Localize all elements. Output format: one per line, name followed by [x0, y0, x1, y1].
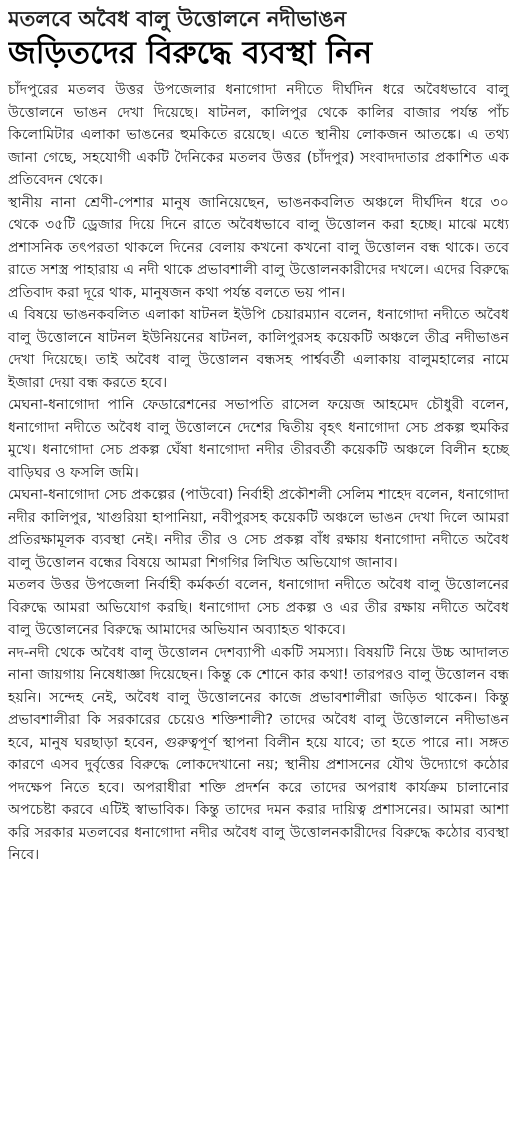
- article-paragraph: এ বিষয়ে ভাঙনকবলিত এলাকা ষাটনল ইউপি চেয়ারম্যান বলেন, ধনাগোদা নদীতে অবৈধ বালু উত্তোলনে ষাটনল ইউনিয়নের ষাটনল, কালিপুরসহ কয়েকটি অঞ্চলে তীব্র নদীভাঙন দেখা দিয়েছে। তাই অবৈধ বালু উত্তোলন বন্ধসহ পার্শ্ববর্তী এলাকায় বালুমহালের নামে ইজারা দেয়া বন্ধ করতে হবে।: [8, 307, 509, 391]
- article-paragraph: স্থানীয় নানা শ্রেণী-পেশার মানুষ জানিয়েছেন, ভাঙনকবলিত অঞ্চলে দীর্ঘদিন ধরে ৩০ থেকে ৩৫টি ড্রেজার দিয়ে দিনে রাতে অবৈধভাবে বালু উত্তোলন করা হচ্ছে। মাঝে মধ্যে প্রশাসনিক তৎপরতা থাকলে দিনের বেলায় কখনো কখনো বালু উত্তোলন বন্ধ থাকে। তবে রাতে সশস্ত্র পাহারায় এ নদী থাকে প্রভাবশালী বালু উত্তোলনকারীদের দখলে। এদের বিরুদ্ধে প্রতিবাদ করা দূরে থাক, মানুষজন কথা পর্যন্ত বলতে ভয় পান।: [8, 194, 509, 301]
- article-paragraph: মেঘনা-ধনাগোদা পানি ফেডারেশনের সভাপতি রাসেল ফয়েজ আহমেদ চৌধুরী বলেন, ধনাগোদা নদীতে অবৈধ বালু উত্তোলনে দেশের দ্বিতীয় বৃহৎ ধনাগোদা সেচ প্রকল্প হুমকির মুখে। ধনাগোদা সেচ প্রকল্প ঘেঁষা ধনাগোদা নদীর তীরবর্তী কয়েকটি অঞ্চলে বিলীন হচ্ছে বাড়িঘর ও ফসলি জমি।: [8, 397, 509, 481]
- article-paragraph: মতলব উত্তর উপজেলা নির্বাহী কর্মকর্তা বলেন, ধনাগোদা নদীতে অবৈধ বালু উত্তোলনের বিরুদ্ধে আমরা অভিযোগ করছি। ধনাগোদা সেচ প্রকল্প ও এর তীর রক্ষায় নদীতে অবৈধ বালু উত্তোলনের বিরুদ্ধে আমাদের অভিযান অব্যাহত থাকবে।: [8, 577, 509, 638]
- article-paragraph: নদ-নদী থেকে অবৈধ বালু উত্তোলন দেশব্যাপী একটি সমস্যা। বিষয়টি নিয়ে উচ্চ আদালত নানা জায়গায় নিষেধাজ্ঞা দিয়েছেন। কিন্তু কে শোনে কার কথা! তারপরও বালু উত্তোলন বন্ধ হয়নি। সন্দেহ নেই, অবৈধ বালু উত্তোলনের কাজে প্রভাবশালীরা জড়িত থাকেন। কিন্তু প্রভাবশালীরা কি সরকারের চেয়েও শক্তিশালী? তাদের অবৈধ বালু উত্তোলনে নদীভাঙন হবে, মানুষ ঘরছাড়া হবেন, গুরুত্বপূর্ণ স্থাপনা বিলীন হয়ে যাবে; তা হতে পারে না। সঙ্গত কারণে এসব দুর্বৃত্তের বিরুদ্ধে লোকদেখানো নয়; স্থানীয় প্রশাসনের যৌথ উদ্যোগে কঠোর পদক্ষেপ নিতে হবে। অপরাধীরা শক্তি প্রদর্শন করে তাদের অপরাধ কার্যক্রম চালানোর অপচেষ্টা করবে এটিই স্বাভাবিক। কিন্তু তাদের দমন করার দায়িত্ব প্রশাসনের। আমরা আশা করি সরকার মতলবের ধনাগোদা নদীর অবৈধ বালু উত্তোলনকারীদের বিরুদ্ধে কঠোর ব্যবস্থা নিবে।: [8, 644, 509, 863]
- article-paragraph: মেঘনা-ধনাগোদা সেচ প্রকল্পের (পাউবো) নির্বাহী প্রকৌশলী সেলিম শাহেদ বলেন, ধনাগোদা নদীর কালিপুর, খাগুরিয়া হাপানিয়া, নবীপুরসহ কয়েকটি অঞ্চলে ভাঙন দেখা দিলে আমরা প্রতিরক্ষামূলক ব্যবস্থা নেই। নদীর তীর ও সেচ প্রকল্প বাঁধ রক্ষায় ধনাগোদা নদীতে অবৈধ বালু উত্তোলন বন্ধের বিষয়ে আমরা শিগগির লিখিত অভিযোগ জানাব।: [8, 487, 509, 571]
- article-paragraph: চাঁদপুরের মতলব উত্তর উপজেলার ধনাগোদা নদীতে দীর্ঘদিন ধরে অবৈধভাবে বালু উত্তোলনে ভাঙন দেখা দিয়েছে। ষাটনল, কালিপুর থেকে কালির বাজার পর্যন্ত পাঁচ কিলোমিটার এলাকা ভাঙনের হুমকিতে রয়েছে। এতে স্থানীয় লোকজন আতঙ্কে। এ তথ্য জানা গেছে, সহযোগী একটি দৈনিকের মতলব উত্তর (চাঁদপুর) সংবাদদাতার প্রকাশিত এক প্রতিবেদন থেকে।: [8, 82, 509, 188]
- article-body: [8, 79, 509, 867]
- article-headline: জড়িতদের বিরুদ্ধে ব্যবস্থা নিন: [8, 35, 373, 71]
- article-kicker: মতলবে অবৈধ বালু উত্তোলনে নদীভাঙন: [8, 7, 347, 31]
